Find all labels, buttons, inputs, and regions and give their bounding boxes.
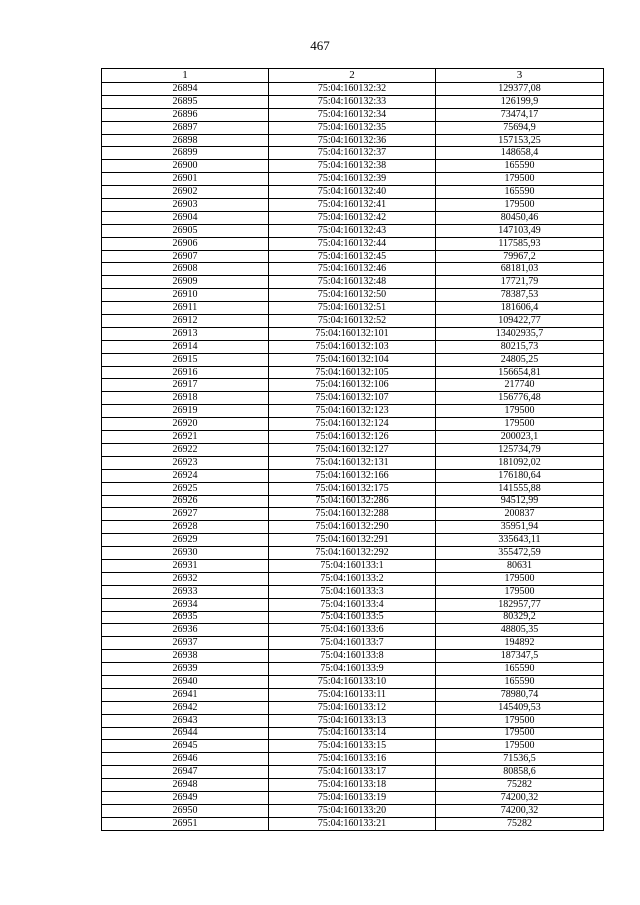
value-cell: 355472,59 bbox=[436, 547, 604, 560]
table-row bbox=[102, 250, 604, 263]
table-row bbox=[102, 95, 604, 108]
table-row bbox=[102, 392, 604, 405]
table-row bbox=[102, 508, 604, 521]
row-number-cell: 26917 bbox=[102, 379, 269, 392]
value-cell: 141555,88 bbox=[436, 482, 604, 495]
value-cell: 80858,6 bbox=[436, 766, 604, 779]
table-row bbox=[102, 327, 604, 340]
value-cell: 179500 bbox=[436, 572, 604, 585]
table-row bbox=[102, 315, 604, 328]
cadastral-number-cell: 75:04:160132:33 bbox=[269, 95, 436, 108]
cadastral-number-cell: 75:04:160132:292 bbox=[269, 547, 436, 560]
cadastral-number-cell: 75:04:160132:42 bbox=[269, 211, 436, 224]
row-number-cell: 26909 bbox=[102, 276, 269, 289]
value-cell: 109422,77 bbox=[436, 315, 604, 328]
cadastral-number-cell: 75:04:160133:4 bbox=[269, 598, 436, 611]
table-row bbox=[102, 276, 604, 289]
table-row bbox=[102, 791, 604, 804]
cadastral-number-cell: 75:04:160132:46 bbox=[269, 263, 436, 276]
value-cell: 75694,9 bbox=[436, 121, 604, 134]
cadastral-number-cell: 75:04:160133:10 bbox=[269, 675, 436, 688]
cadastral-number-cell: 75:04:160132:106 bbox=[269, 379, 436, 392]
cadastral-number-cell: 75:04:160132:124 bbox=[269, 418, 436, 431]
value-cell: 48805,35 bbox=[436, 624, 604, 637]
cadastral-number-cell: 75:04:160132:107 bbox=[269, 392, 436, 405]
table-row bbox=[102, 121, 604, 134]
page-number: 467 bbox=[310, 38, 330, 53]
table-row bbox=[102, 624, 604, 637]
value-cell: 80631 bbox=[436, 559, 604, 572]
value-cell: 75282 bbox=[436, 817, 604, 830]
value-cell: 126199,9 bbox=[436, 95, 604, 108]
table-row bbox=[102, 211, 604, 224]
cadastral-number-cell: 75:04:160132:291 bbox=[269, 534, 436, 547]
row-number-cell: 26897 bbox=[102, 121, 269, 134]
cadastral-number-cell: 75:04:160132:50 bbox=[269, 289, 436, 302]
table-row bbox=[102, 302, 604, 315]
cadastral-number-cell: 75:04:160132:286 bbox=[269, 495, 436, 508]
table-row bbox=[102, 753, 604, 766]
cadastral-number-cell: 75:04:160132:34 bbox=[269, 108, 436, 121]
cadastral-number-cell: 75:04:160132:126 bbox=[269, 431, 436, 444]
row-number-cell: 26948 bbox=[102, 779, 269, 792]
table-row bbox=[102, 611, 604, 624]
table-row bbox=[102, 779, 604, 792]
value-cell: 165590 bbox=[436, 675, 604, 688]
value-cell: 68181,03 bbox=[436, 263, 604, 276]
value-cell: 179500 bbox=[436, 199, 604, 212]
value-cell: 79967,2 bbox=[436, 250, 604, 263]
table-row bbox=[102, 456, 604, 469]
row-number-cell: 26914 bbox=[102, 340, 269, 353]
table-row bbox=[102, 727, 604, 740]
table-row bbox=[102, 804, 604, 817]
cadastral-number-cell: 75:04:160132:35 bbox=[269, 121, 436, 134]
value-cell: 78387,53 bbox=[436, 289, 604, 302]
table-row bbox=[102, 637, 604, 650]
row-number-cell: 26907 bbox=[102, 250, 269, 263]
value-cell: 71536,5 bbox=[436, 753, 604, 766]
table-row bbox=[102, 405, 604, 418]
row-number-cell: 26915 bbox=[102, 353, 269, 366]
value-cell: 74200,32 bbox=[436, 804, 604, 817]
value-cell: 73474,17 bbox=[436, 108, 604, 121]
table-row bbox=[102, 495, 604, 508]
value-cell: 74200,32 bbox=[436, 791, 604, 804]
row-number-cell: 26905 bbox=[102, 224, 269, 237]
row-number-cell: 26896 bbox=[102, 108, 269, 121]
value-cell: 147103,49 bbox=[436, 224, 604, 237]
value-cell: 117585,93 bbox=[436, 237, 604, 250]
cadastral-number-cell: 75:04:160133:15 bbox=[269, 740, 436, 753]
table-row bbox=[102, 469, 604, 482]
table-row bbox=[102, 766, 604, 779]
table-row bbox=[102, 585, 604, 598]
cadastral-number-cell: 75:04:160133:17 bbox=[269, 766, 436, 779]
row-number-cell: 26910 bbox=[102, 289, 269, 302]
row-number-cell: 26944 bbox=[102, 727, 269, 740]
row-number-cell: 26918 bbox=[102, 392, 269, 405]
row-number-cell: 26943 bbox=[102, 714, 269, 727]
row-number-cell: 26895 bbox=[102, 95, 269, 108]
value-cell: 179500 bbox=[436, 740, 604, 753]
value-cell: 24805,25 bbox=[436, 353, 604, 366]
row-number-cell: 26930 bbox=[102, 547, 269, 560]
row-number-cell: 26916 bbox=[102, 366, 269, 379]
value-cell: 78980,74 bbox=[436, 688, 604, 701]
row-number-cell: 26933 bbox=[102, 585, 269, 598]
cadastral-number-cell: 75:04:160132:43 bbox=[269, 224, 436, 237]
row-number-cell: 26902 bbox=[102, 186, 269, 199]
table-row bbox=[102, 134, 604, 147]
row-number-cell: 26913 bbox=[102, 327, 269, 340]
cadastral-number-cell: 75:04:160133:8 bbox=[269, 650, 436, 663]
table-row bbox=[102, 740, 604, 753]
table-row bbox=[102, 817, 604, 830]
column-header-3: 3 bbox=[436, 69, 604, 83]
value-cell: 179500 bbox=[436, 714, 604, 727]
value-cell: 80329,2 bbox=[436, 611, 604, 624]
row-number-cell: 26922 bbox=[102, 443, 269, 456]
table-row bbox=[102, 289, 604, 302]
cadastral-number-cell: 75:04:160132:52 bbox=[269, 315, 436, 328]
cadastral-number-cell: 75:04:160133:18 bbox=[269, 779, 436, 792]
table-row bbox=[102, 559, 604, 572]
cadastral-number-cell: 75:04:160133:19 bbox=[269, 791, 436, 804]
cadastral-number-cell: 75:04:160133:1 bbox=[269, 559, 436, 572]
table-row bbox=[102, 199, 604, 212]
cadastral-number-cell: 75:04:160133:11 bbox=[269, 688, 436, 701]
value-cell: 217740 bbox=[436, 379, 604, 392]
table-row bbox=[102, 147, 604, 160]
row-number-cell: 26919 bbox=[102, 405, 269, 418]
value-cell: 145409,53 bbox=[436, 701, 604, 714]
row-number-cell: 26924 bbox=[102, 469, 269, 482]
row-number-cell: 26900 bbox=[102, 160, 269, 173]
table-row bbox=[102, 340, 604, 353]
row-number-cell: 26941 bbox=[102, 688, 269, 701]
row-number-cell: 26942 bbox=[102, 701, 269, 714]
cadastral-number-cell: 75:04:160132:40 bbox=[269, 186, 436, 199]
cadastral-number-cell: 75:04:160133:16 bbox=[269, 753, 436, 766]
row-number-cell: 26898 bbox=[102, 134, 269, 147]
table-row bbox=[102, 353, 604, 366]
value-cell: 182957,77 bbox=[436, 598, 604, 611]
row-number-cell: 26923 bbox=[102, 456, 269, 469]
row-number-cell: 26950 bbox=[102, 804, 269, 817]
row-number-cell: 26931 bbox=[102, 559, 269, 572]
value-cell: 94512,99 bbox=[436, 495, 604, 508]
row-number-cell: 26940 bbox=[102, 675, 269, 688]
row-number-cell: 26911 bbox=[102, 302, 269, 315]
table-row bbox=[102, 598, 604, 611]
table-row bbox=[102, 418, 604, 431]
cadastral-number-cell: 75:04:160132:45 bbox=[269, 250, 436, 263]
row-number-cell: 26912 bbox=[102, 315, 269, 328]
value-cell: 148658,4 bbox=[436, 147, 604, 160]
table-row bbox=[102, 224, 604, 237]
cadastral-number-cell: 75:04:160132:101 bbox=[269, 327, 436, 340]
row-number-cell: 26938 bbox=[102, 650, 269, 663]
value-cell: 157153,25 bbox=[436, 134, 604, 147]
table-row bbox=[102, 443, 604, 456]
row-number-cell: 26935 bbox=[102, 611, 269, 624]
cadastral-number-cell: 75:04:160133:14 bbox=[269, 727, 436, 740]
row-number-cell: 26937 bbox=[102, 637, 269, 650]
table-row bbox=[102, 534, 604, 547]
table-header bbox=[102, 69, 604, 83]
value-cell: 156654,81 bbox=[436, 366, 604, 379]
table-row bbox=[102, 431, 604, 444]
row-number-cell: 26901 bbox=[102, 173, 269, 186]
table-row bbox=[102, 701, 604, 714]
cadastral-number-cell: 75:04:160133:20 bbox=[269, 804, 436, 817]
table-row bbox=[102, 650, 604, 663]
cadastral-number-cell: 75:04:160132:38 bbox=[269, 160, 436, 173]
value-cell: 200023,1 bbox=[436, 431, 604, 444]
row-number-cell: 26921 bbox=[102, 431, 269, 444]
value-cell: 165590 bbox=[436, 663, 604, 676]
value-cell: 179500 bbox=[436, 173, 604, 186]
value-cell: 17721,79 bbox=[436, 276, 604, 289]
table-row bbox=[102, 688, 604, 701]
table-row bbox=[102, 663, 604, 676]
header-row bbox=[102, 69, 604, 83]
value-cell: 181606,4 bbox=[436, 302, 604, 315]
column-header-1: 1 bbox=[102, 69, 269, 83]
table-row bbox=[102, 482, 604, 495]
row-number-cell: 26899 bbox=[102, 147, 269, 160]
cadastral-number-cell: 75:04:160133:3 bbox=[269, 585, 436, 598]
cadastral-number-cell: 75:04:160132:175 bbox=[269, 482, 436, 495]
row-number-cell: 26927 bbox=[102, 508, 269, 521]
table-row bbox=[102, 237, 604, 250]
cadastral-number-cell: 75:04:160132:51 bbox=[269, 302, 436, 315]
table-row bbox=[102, 675, 604, 688]
cadastral-number-cell: 75:04:160132:290 bbox=[269, 521, 436, 534]
value-cell: 181092,02 bbox=[436, 456, 604, 469]
row-number-cell: 26925 bbox=[102, 482, 269, 495]
cadastral-number-cell: 75:04:160132:127 bbox=[269, 443, 436, 456]
row-number-cell: 26949 bbox=[102, 791, 269, 804]
cadastral-number-cell: 75:04:160132:36 bbox=[269, 134, 436, 147]
row-number-cell: 26908 bbox=[102, 263, 269, 276]
value-cell: 187347,5 bbox=[436, 650, 604, 663]
cadastral-number-cell: 75:04:160132:131 bbox=[269, 456, 436, 469]
data-table bbox=[101, 68, 604, 831]
table-row bbox=[102, 572, 604, 585]
table-row bbox=[102, 366, 604, 379]
table-row bbox=[102, 714, 604, 727]
cadastral-number-cell: 75:04:160133:21 bbox=[269, 817, 436, 830]
value-cell: 200837 bbox=[436, 508, 604, 521]
row-number-cell: 26934 bbox=[102, 598, 269, 611]
value-cell: 35951,94 bbox=[436, 521, 604, 534]
table-row bbox=[102, 547, 604, 560]
value-cell: 335643,11 bbox=[436, 534, 604, 547]
table-row bbox=[102, 160, 604, 173]
table-row bbox=[102, 379, 604, 392]
row-number-cell: 26947 bbox=[102, 766, 269, 779]
value-cell: 125734,79 bbox=[436, 443, 604, 456]
cadastral-number-cell: 75:04:160132:48 bbox=[269, 276, 436, 289]
table-row bbox=[102, 521, 604, 534]
row-number-cell: 26903 bbox=[102, 199, 269, 212]
value-cell: 80450,46 bbox=[436, 211, 604, 224]
row-number-cell: 26894 bbox=[102, 83, 269, 96]
cadastral-number-cell: 75:04:160132:39 bbox=[269, 173, 436, 186]
row-number-cell: 26951 bbox=[102, 817, 269, 830]
table-row bbox=[102, 83, 604, 96]
value-cell: 80215,73 bbox=[436, 340, 604, 353]
cadastral-number-cell: 75:04:160132:32 bbox=[269, 83, 436, 96]
column-header-2: 2 bbox=[269, 69, 436, 83]
cadastral-number-cell: 75:04:160132:105 bbox=[269, 366, 436, 379]
table-row bbox=[102, 186, 604, 199]
cadastral-number-cell: 75:04:160133:2 bbox=[269, 572, 436, 585]
row-number-cell: 26928 bbox=[102, 521, 269, 534]
value-cell: 179500 bbox=[436, 418, 604, 431]
row-number-cell: 26904 bbox=[102, 211, 269, 224]
row-number-cell: 26939 bbox=[102, 663, 269, 676]
value-cell: 75282 bbox=[436, 779, 604, 792]
row-number-cell: 26932 bbox=[102, 572, 269, 585]
cadastral-number-cell: 75:04:160133:6 bbox=[269, 624, 436, 637]
cadastral-number-cell: 75:04:160132:166 bbox=[269, 469, 436, 482]
table-row bbox=[102, 173, 604, 186]
cadastral-number-cell: 75:04:160132:44 bbox=[269, 237, 436, 250]
value-cell: 176180,64 bbox=[436, 469, 604, 482]
cadastral-number-cell: 75:04:160133:12 bbox=[269, 701, 436, 714]
row-number-cell: 26946 bbox=[102, 753, 269, 766]
row-number-cell: 26920 bbox=[102, 418, 269, 431]
table-body bbox=[102, 83, 604, 831]
cadastral-number-cell: 75:04:160133:7 bbox=[269, 637, 436, 650]
row-number-cell: 26945 bbox=[102, 740, 269, 753]
cadastral-number-cell: 75:04:160132:37 bbox=[269, 147, 436, 160]
value-cell: 165590 bbox=[436, 186, 604, 199]
cadastral-number-cell: 75:04:160133:5 bbox=[269, 611, 436, 624]
table-row bbox=[102, 108, 604, 121]
row-number-cell: 26906 bbox=[102, 237, 269, 250]
value-cell: 156776,48 bbox=[436, 392, 604, 405]
cadastral-number-cell: 75:04:160132:41 bbox=[269, 199, 436, 212]
cadastral-number-cell: 75:04:160132:288 bbox=[269, 508, 436, 521]
value-cell: 194892 bbox=[436, 637, 604, 650]
value-cell: 179500 bbox=[436, 585, 604, 598]
cadastral-number-cell: 75:04:160133:9 bbox=[269, 663, 436, 676]
table-row bbox=[102, 263, 604, 276]
value-cell: 165590 bbox=[436, 160, 604, 173]
value-cell: 129377,08 bbox=[436, 83, 604, 96]
cadastral-number-cell: 75:04:160132:123 bbox=[269, 405, 436, 418]
value-cell: 179500 bbox=[436, 727, 604, 740]
cadastral-number-cell: 75:04:160133:13 bbox=[269, 714, 436, 727]
row-number-cell: 26926 bbox=[102, 495, 269, 508]
cadastral-number-cell: 75:04:160132:104 bbox=[269, 353, 436, 366]
value-cell: 179500 bbox=[436, 405, 604, 418]
row-number-cell: 26936 bbox=[102, 624, 269, 637]
value-cell: 13402935,7 bbox=[436, 327, 604, 340]
row-number-cell: 26929 bbox=[102, 534, 269, 547]
cadastral-number-cell: 75:04:160132:103 bbox=[269, 340, 436, 353]
